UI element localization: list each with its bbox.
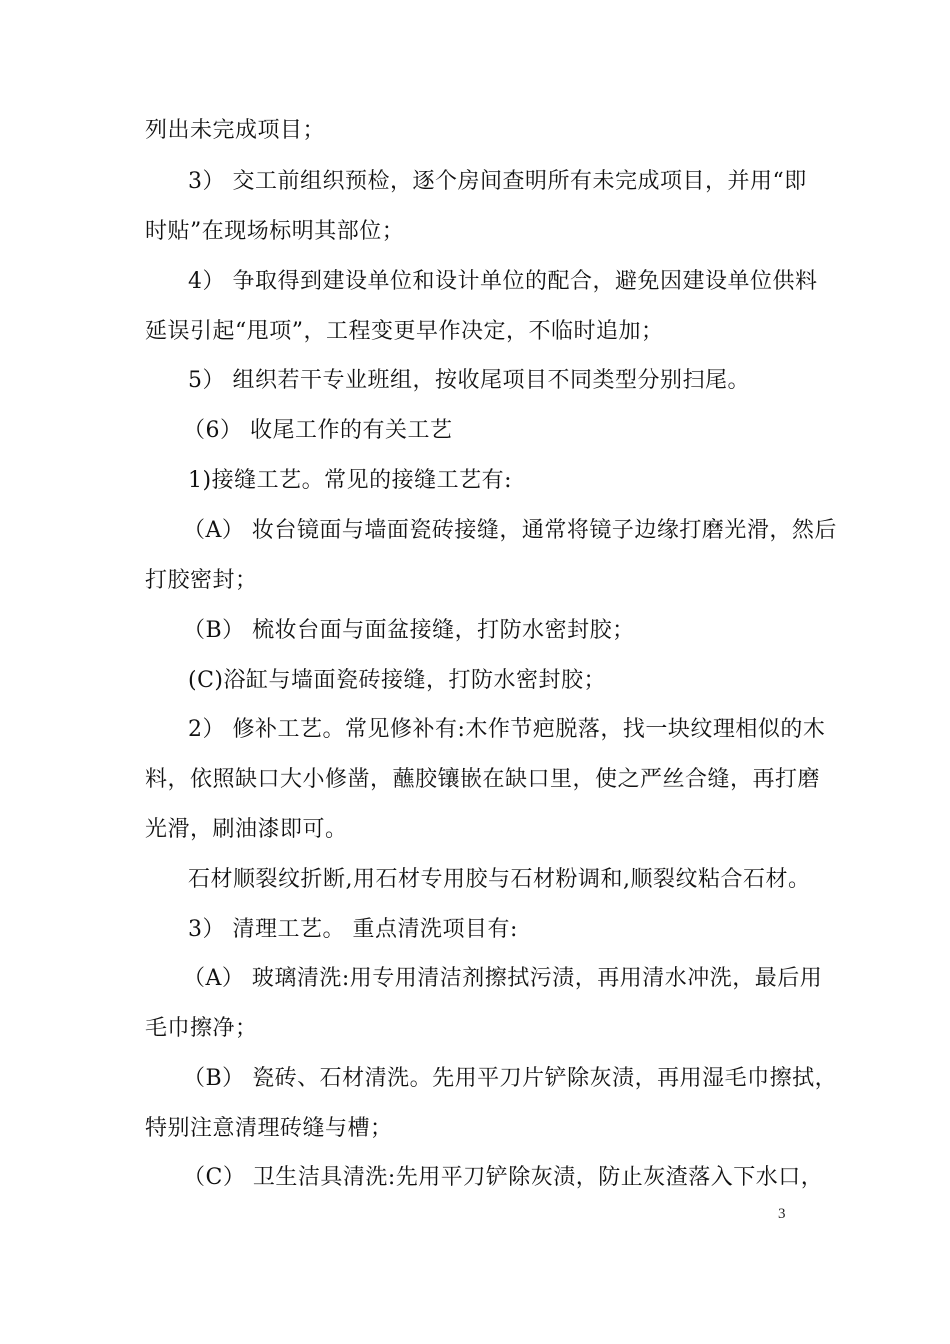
text-line: 3） 清理工艺。 重点清洗项目有: — [188, 917, 518, 942]
text-line: （A） 玻璃清洗:用专用清洁剂擦拭污渍，再用清水冲洗，最后用 — [183, 966, 823, 991]
text-line: （B） 梳妆台面与面盆接缝，打防水密封胶； — [183, 618, 635, 643]
text-line: 打胶密封； — [145, 568, 258, 593]
text-line: （A） 妆台镜面与墙面瓷砖接缝，通常将镜子边缘打磨光滑，然后 — [183, 518, 837, 543]
text-line: 5） 组织若干专业班组，按收尾项目不同类型分别扫尾。 — [188, 368, 750, 393]
text-line: 特别注意清理砖缝与槽； — [145, 1116, 393, 1141]
section-heading: （6） 收尾工作的有关工艺 — [183, 418, 453, 443]
text-line: 时贴”在现场标明其部位； — [145, 219, 405, 244]
text-line: 4） 争取得到建设单位和设计单位的配合，避免因建设单位供料 — [188, 269, 818, 294]
text-line: 光滑，刷油漆即可。 — [145, 817, 348, 842]
text-line: 延误引起“甩项”，工程变更早作决定，不临时追加； — [145, 319, 664, 344]
text-line: 1)接缝工艺。常见的接缝工艺有: — [188, 468, 512, 493]
page-number: 3 — [778, 1206, 786, 1222]
text-line: 料，依照缺口大小修凿，蘸胶镶嵌在缺口里，使之严丝合缝，再打磨 — [145, 767, 821, 792]
text-line: 3） 交工前组织预检，逐个房间查明所有未完成项目，并用“即 — [188, 169, 807, 194]
text-line: 2） 修补工艺。常见修补有:木作节疤脱落，找一块纹理相似的木 — [188, 717, 826, 742]
text-line: （C） 卫生洁具清洗:先用平刀铲除灰渍，防止灰渣落入下水口， — [183, 1165, 824, 1190]
text-line: 石材顺裂纹折断,用石材专用胶与石材粉调和,顺裂纹粘合石材。 — [188, 867, 811, 892]
text-line: (C)浴缸与墙面瓷砖接缝，打防水密封胶； — [188, 668, 607, 693]
text-line: （B） 瓷砖、石材清洗。先用平刀片铲除灰渍，再用湿毛巾擦拭， — [183, 1066, 838, 1091]
text-line: 毛巾擦净； — [145, 1016, 258, 1041]
text-line: 列出未完成项目； — [145, 118, 326, 143]
